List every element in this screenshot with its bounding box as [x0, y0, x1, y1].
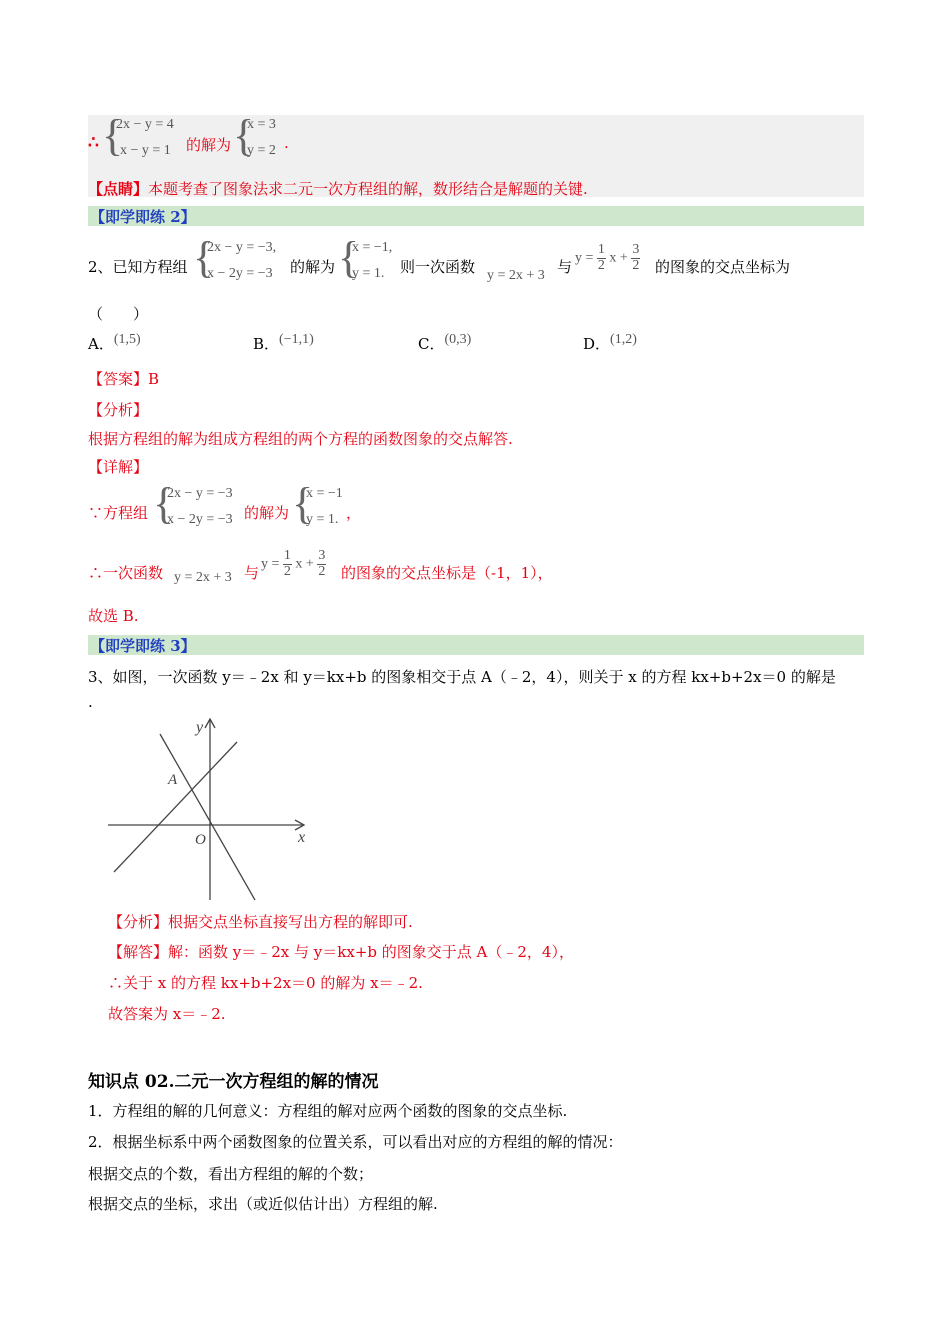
option-c[interactable]	[418, 333, 471, 354]
q2-answer-blank: （ ）	[88, 305, 149, 323]
option-label: A．	[88, 335, 114, 353]
f2-mid: x +	[609, 250, 628, 266]
detail-solution-x: x = −1	[306, 486, 343, 501]
brace-left: {	[292, 479, 314, 528]
equation-2: x − y = 1	[120, 143, 171, 158]
numerator: 3	[632, 242, 640, 257]
analysis-text: 根据方程组的解为组成方程组的两个方程的函数图象的交点解答.	[88, 430, 513, 448]
denominator: 2	[632, 257, 640, 273]
q2-text-function: 则一次函数	[400, 258, 476, 276]
option-value: (0,3)	[444, 332, 472, 347]
practice-2-label: 【即学即练 2】	[90, 208, 196, 226]
dianjing-text: 本题考查了图象法求二元一次方程组的解，数形结合是解题的关键.	[148, 180, 588, 198]
practice-2-header	[88, 206, 864, 226]
q2-solution-y: y = 1.	[352, 266, 385, 281]
denominator: 2	[597, 257, 605, 273]
knowledge-item-1: 1．方程组的解的几何意义：方程组的解对应两个函数的图象的交点坐标.	[88, 1102, 568, 1120]
practice-3-header	[88, 635, 864, 655]
answer-tag: 【解答】	[108, 943, 169, 961]
brace-left: {	[338, 233, 360, 282]
brace-left: {	[193, 233, 215, 282]
detail-line2-prefix: ∴一次函数	[88, 564, 164, 582]
option-b[interactable]	[253, 333, 314, 354]
denominator: 2	[318, 563, 326, 579]
detail-solution-y: y = 1.	[306, 512, 339, 527]
q3-text-end: .	[88, 693, 93, 711]
q2-equation-1: 2x − y = −3,	[207, 240, 277, 255]
q2-function-1: y = 2x + 3	[487, 268, 545, 283]
function-graph	[100, 712, 315, 907]
brace-left: {	[102, 111, 124, 160]
detail-line2-suffix: 的图象的交点坐标是（-1，1），	[341, 564, 553, 582]
detail-tag: 【详解】	[88, 458, 149, 476]
detail-comma: ，	[346, 504, 362, 522]
solution3-line3: 故答案为 x＝﹣2.	[108, 1005, 226, 1023]
origin-label: O	[195, 832, 206, 848]
numerator: 1	[283, 548, 291, 563]
answer-value: B	[148, 370, 160, 388]
x-label: x	[298, 829, 306, 846]
y-label: y	[196, 719, 204, 736]
detail-connector: 的解为	[244, 504, 290, 522]
detail-and: 与	[244, 564, 260, 582]
sentence-end: .	[284, 134, 289, 152]
solution3-line2: ∴关于 x 的方程 kx+b+2x＝0 的解为 x＝﹣2.	[108, 974, 423, 992]
option-value: (1,2)	[610, 332, 637, 347]
practice-3-label: 【即学即练 3】	[90, 637, 196, 655]
analysis-text: 根据交点坐标直接写出方程的解即可.	[168, 913, 413, 931]
q2-equation-2: x − 2y = −3	[207, 266, 273, 281]
detail-equation-2: x − 2y = −3	[167, 512, 233, 527]
numerator: 3	[318, 548, 326, 563]
point-a-label: A	[168, 772, 178, 788]
therefore-symbol: ∴	[88, 133, 99, 153]
brace-left: {	[153, 479, 175, 528]
equation-1: 2x − y = 4	[116, 117, 174, 132]
q2-connector: 的解为	[290, 258, 336, 276]
answer-line	[88, 368, 159, 389]
fraction-1	[597, 243, 606, 273]
detail-equation-1: 2x − y = −3	[167, 486, 233, 501]
detail-function-1: y = 2x + 3	[174, 570, 232, 585]
brace-left: {	[233, 111, 255, 160]
solution-x: x = 3	[247, 117, 276, 132]
solution-connector: 的解为	[186, 136, 232, 154]
fraction-2	[631, 243, 640, 273]
option-value: (−1,1)	[279, 332, 314, 347]
q2-text-ask: 的图象的交点坐标为	[655, 258, 791, 276]
answer-text: 解：函数 y＝﹣2x 与 y＝kx+b 的图象交于点 A（﹣2，4），	[168, 943, 574, 961]
option-label: C．	[418, 335, 445, 353]
option-value: (1,5)	[113, 332, 141, 347]
choose-line: 故选 B.	[88, 607, 139, 625]
q2-text-and: 与	[557, 258, 573, 276]
detail-function-2	[261, 549, 326, 579]
dianjing-note	[88, 178, 588, 199]
denominator: 2	[283, 563, 291, 579]
option-a[interactable]	[88, 333, 141, 354]
answer-tag: 【答案】	[88, 370, 149, 388]
knowledge-title: 知识点 02.二元一次方程组的解的情况	[88, 1072, 379, 1092]
option-label: B．	[253, 335, 280, 353]
knowledge-item-3: 根据交点的个数，看出方程组的解的个数；	[88, 1165, 374, 1183]
numerator: 1	[597, 242, 605, 257]
fraction-1	[283, 549, 292, 579]
q2-solution-x: x = −1,	[352, 240, 393, 255]
analysis-tag: 【分析】	[88, 401, 149, 419]
knowledge-item-2: 2．根据坐标系中两个函数图象的位置关系，可以看出对应的方程组的解的情况：	[88, 1133, 623, 1151]
solution3-analysis	[108, 911, 413, 932]
knowledge-item-4: 根据交点的坐标，求出（或近似估计出）方程组的解.	[88, 1195, 438, 1213]
because-text: ∵方程组	[88, 504, 149, 522]
q3-text: 3、如图，一次函数 y＝﹣2x 和 y＝kx+b 的图象相交于点 A（﹣2，4），则关于 x 的方程 kx+b+2x＝0 的解是	[88, 668, 836, 686]
analysis-tag: 【分析】	[108, 913, 169, 931]
option-d[interactable]	[583, 333, 637, 354]
option-label: D．	[583, 335, 611, 353]
line-y-neg2x	[160, 734, 255, 900]
q2-prefix: 2、已知方程组	[88, 258, 188, 276]
f2-lhs: y =	[575, 250, 594, 266]
solution-y: y = 2	[247, 143, 276, 158]
fraction-2	[317, 549, 326, 579]
f2-mid: x +	[295, 556, 314, 572]
dianjing-tag: 【点睛】	[88, 180, 149, 198]
solution3-answer	[108, 941, 574, 962]
f2-lhs: y =	[261, 556, 280, 572]
q2-function-2	[575, 243, 640, 273]
